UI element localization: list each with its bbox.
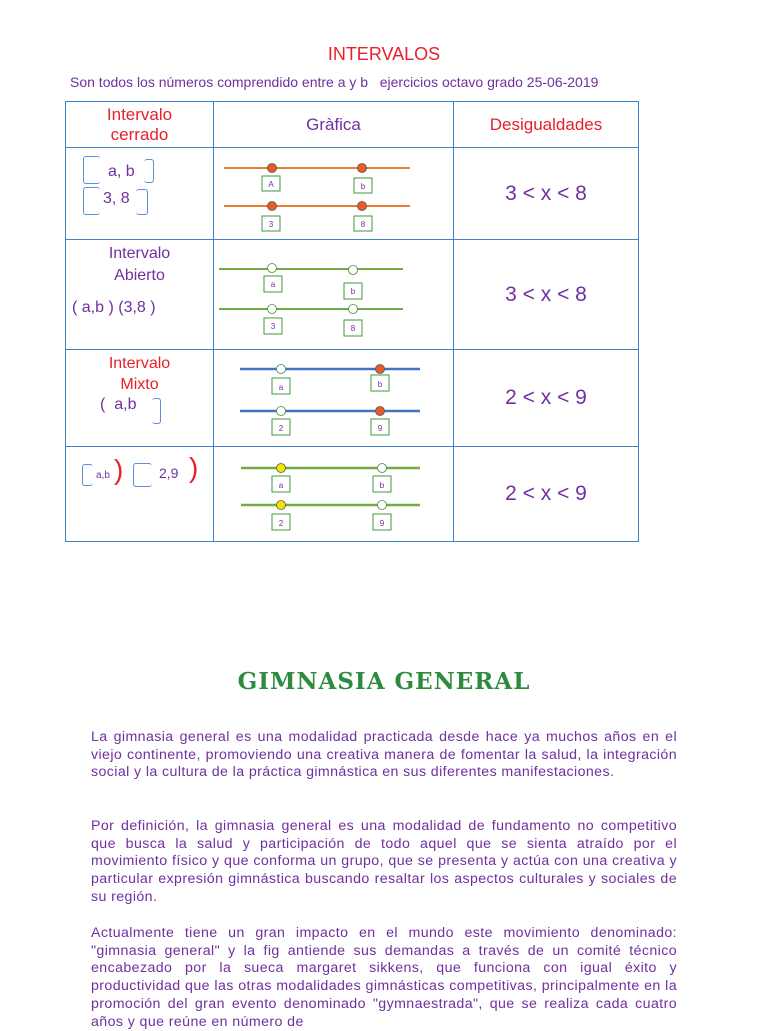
table-row bbox=[66, 447, 639, 542]
article-paragraph: La gimnasia general es una modalidad practicada desde hace ya muchos años en el viejo continente, promoviendo una creativa manera de fomentar la salud, la integración social y la cultura de la práctica gimnástica en sus diferentes manifestaciones. bbox=[91, 729, 677, 781]
bracket-icon bbox=[136, 189, 148, 215]
point-label: 3 bbox=[268, 220, 274, 229]
point-label: 9 bbox=[377, 424, 383, 433]
closed-point-icon bbox=[376, 407, 385, 416]
paren-icon: ) bbox=[189, 451, 199, 483]
open-point-icon bbox=[349, 266, 358, 275]
number-line-graph bbox=[214, 240, 453, 344]
interval-text: ( a,b bbox=[100, 395, 137, 413]
table-row bbox=[66, 350, 639, 447]
closed-point-icon bbox=[277, 501, 286, 510]
interval-text: a, b bbox=[108, 162, 135, 180]
closed-point-icon bbox=[268, 164, 277, 173]
point-label: b bbox=[350, 287, 356, 296]
interval-text: 2,9 bbox=[159, 464, 179, 481]
article-paragraph: Por definición, la gimnasia general es una modalidad de fundamento no competitivo que busca la salud y participación de todo aquel que se sienta atraído por el movimiento físico y que conforma un grupo, que se presenta y actúa con una creativa y particular expresión gimnástica buscando resaltar los aspectos culturales y sociales de su región. bbox=[91, 818, 677, 905]
paren-icon: ) bbox=[114, 453, 124, 485]
point-label: b bbox=[377, 380, 383, 389]
article-title: GIMNASIA GENERAL bbox=[237, 668, 531, 695]
point-label: 9 bbox=[379, 519, 385, 528]
point-label: 3 bbox=[270, 322, 276, 331]
article-paragraph: Actualmente tiene un gran impacto en el mundo este movimiento denominado: "gimnasia general" y la fig antiende sus demandas a través de un comité técnico encabezado por la sueca margaret sikkens, que funciona con igual éxito y productividad que las otras modalidades gimnásticas competitivas, principalmente en la promoción del gran evento denominado "gymnaestrada", que se realiza cada cuatro años y que reúne en número de bbox=[91, 925, 677, 1030]
graph-cell bbox=[214, 240, 454, 350]
table-row bbox=[66, 240, 639, 350]
interval-text: a,b bbox=[96, 469, 110, 481]
bracket-icon bbox=[83, 156, 100, 184]
point-label: 2 bbox=[278, 424, 284, 433]
table-row bbox=[66, 148, 639, 240]
header-desigualdades bbox=[454, 102, 639, 148]
point-label: b bbox=[379, 481, 385, 490]
interval-cell bbox=[66, 240, 214, 350]
open-point-icon bbox=[349, 305, 358, 314]
interval-cell bbox=[66, 148, 214, 240]
inequality-cell bbox=[454, 240, 639, 350]
graph-cell bbox=[214, 350, 454, 447]
bracket-icon bbox=[152, 398, 161, 424]
interval-type-label: Intervalo Abierto bbox=[108, 244, 171, 284]
intervals-table bbox=[65, 101, 639, 542]
header-intervalo bbox=[66, 102, 214, 148]
open-point-icon bbox=[277, 407, 286, 416]
open-point-icon bbox=[268, 305, 277, 314]
point-label: a bbox=[270, 280, 276, 289]
header-grafica bbox=[214, 102, 454, 148]
point-label: 8 bbox=[350, 324, 356, 333]
open-point-icon bbox=[268, 264, 277, 273]
open-point-icon bbox=[378, 464, 387, 473]
closed-point-icon bbox=[376, 365, 385, 374]
interval-text: ( a,b ) (3,8 ) bbox=[72, 298, 156, 316]
header-desigualdades-label: Desigualdades bbox=[489, 114, 603, 134]
interval-cell bbox=[66, 350, 214, 447]
graph-cell bbox=[214, 148, 454, 240]
inequality-text: 3 < x < 8 bbox=[505, 282, 587, 306]
table-header-row bbox=[66, 102, 639, 148]
page-subtitle: Son todos los números comprendido entre a y b ejercicios octavo grado 25-06-2019 bbox=[70, 74, 599, 90]
closed-point-icon bbox=[358, 164, 367, 173]
inequality-text: 2 < x < 9 bbox=[505, 482, 587, 505]
header-intervalo-label: Intervalo cerrado bbox=[106, 104, 173, 144]
inequality-cell bbox=[454, 350, 639, 447]
inequality-text: 2 < x < 9 bbox=[505, 386, 587, 409]
number-line-graph bbox=[214, 447, 453, 536]
inequality-cell bbox=[454, 447, 639, 542]
open-point-icon bbox=[378, 501, 387, 510]
open-point-icon bbox=[277, 365, 286, 374]
point-label: A bbox=[268, 180, 274, 189]
number-line-graph bbox=[214, 148, 453, 234]
closed-point-icon bbox=[358, 202, 367, 211]
point-label: a bbox=[278, 383, 284, 392]
inequality-text: 3 < x < 8 bbox=[505, 181, 587, 205]
graph-cell bbox=[214, 447, 454, 542]
interval-cell bbox=[66, 447, 214, 542]
point-label: 8 bbox=[360, 220, 366, 229]
interval-type-label: Intervalo Mixto bbox=[108, 354, 171, 393]
bracket-icon bbox=[83, 187, 100, 215]
page-title: INTERVALOS bbox=[327, 44, 441, 64]
closed-point-icon bbox=[268, 202, 277, 211]
closed-point-icon bbox=[277, 464, 286, 473]
bracket-icon bbox=[82, 464, 93, 486]
header-grafica-label: Gràfica bbox=[306, 114, 361, 134]
point-label: b bbox=[360, 182, 366, 191]
point-label: 2 bbox=[278, 519, 284, 528]
inequality-cell bbox=[454, 148, 639, 240]
bracket-icon bbox=[133, 463, 152, 487]
bracket-icon bbox=[144, 159, 154, 183]
number-line-graph bbox=[214, 350, 453, 441]
interval-text: 3, 8 bbox=[103, 189, 130, 207]
point-label: a bbox=[278, 481, 284, 490]
